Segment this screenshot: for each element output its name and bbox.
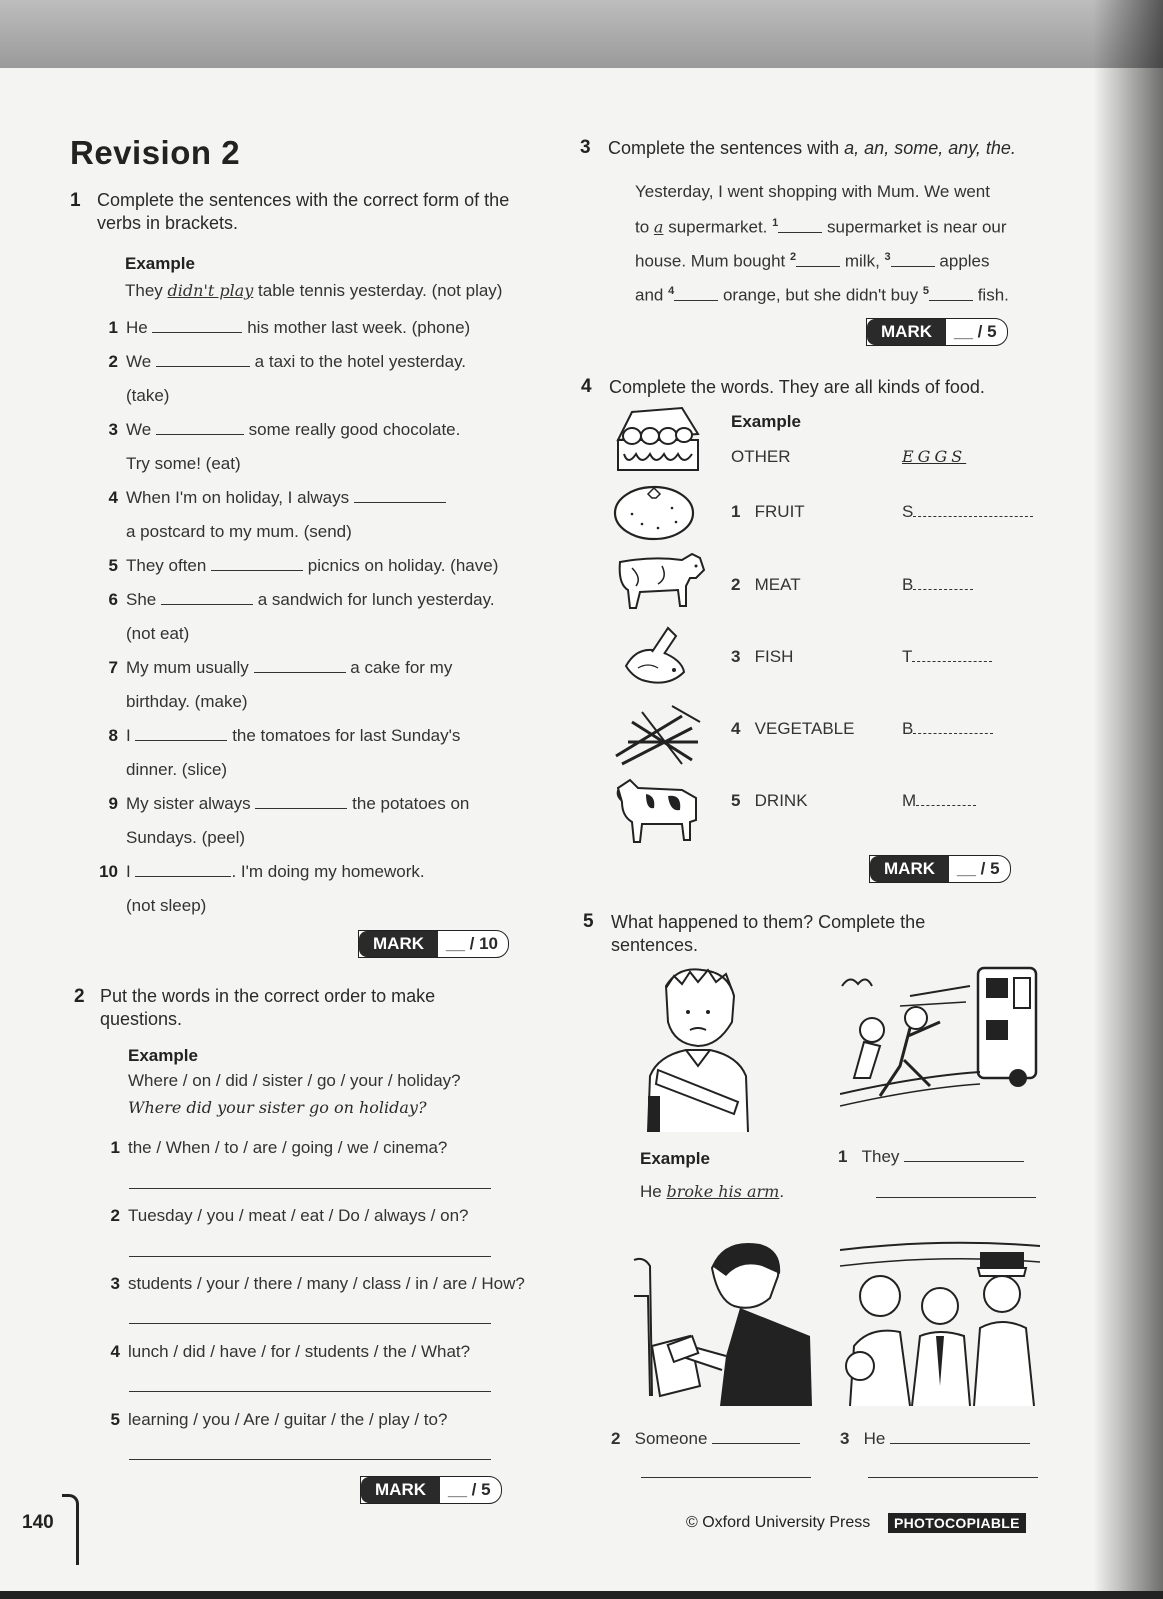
item-number: 3 [731, 647, 741, 666]
answer-blank[interactable] [156, 420, 244, 435]
beans-picture [612, 702, 704, 768]
item-text-a: My sister always [126, 794, 251, 813]
dairy-cow-picture [612, 776, 702, 846]
ex2-item-4 [92, 1342, 470, 1362]
cow-picture [612, 548, 708, 614]
answer-blank[interactable] [890, 1429, 1030, 1444]
item-number: 7 [108, 658, 118, 677]
answer-blank[interactable] [916, 791, 976, 806]
ex5-item-1 [838, 1147, 1024, 1167]
example-end: . [779, 1182, 785, 1201]
ex4-word-2 [902, 575, 973, 595]
exercise-2-example-label: Example [128, 1046, 198, 1065]
ex2-answer-line-5[interactable] [129, 1459, 491, 1460]
item-text-b: . I'm doing my homework. [231, 862, 425, 881]
ex2-item-3 [92, 1274, 525, 1294]
ex1-mark-box [358, 930, 509, 958]
mark-label: MARK [359, 931, 438, 957]
ex1-item-2-cont: (take) [126, 386, 170, 405]
exercise-1-example [125, 281, 502, 301]
page-bracket [62, 1494, 79, 1565]
text: fish. [977, 285, 1009, 305]
answer-blank[interactable] [891, 252, 935, 267]
ex1-item-9 [90, 794, 469, 814]
item-number: 1 [838, 1147, 848, 1166]
item-prompt: the / When / to / are / going / we / cinema? [128, 1138, 448, 1157]
ex1-item-7 [90, 658, 452, 678]
exercise-2-instruction: Put the words in the correct order to make questions. [100, 986, 436, 1029]
exercise-1-example-label: Example [125, 254, 195, 273]
mark-label: MARK [361, 1477, 440, 1503]
ex2-answer-line-1[interactable] [129, 1188, 491, 1189]
exercise-2-number: 2 [74, 986, 85, 1007]
ex3-line-3 [635, 251, 990, 272]
running-for-bus-picture [840, 966, 1040, 1136]
mark-score[interactable]: __ / 5 [954, 322, 997, 341]
text: supermarket. [668, 217, 768, 237]
ex2-mark-box [360, 1476, 502, 1504]
item-text-a: She [126, 590, 157, 609]
text: supermarket is near our [827, 217, 1007, 237]
answer-blank[interactable] [135, 726, 227, 741]
ex1-item-10 [90, 862, 425, 882]
text: apples [939, 251, 990, 271]
example-answer: a [653, 217, 664, 237]
answer-blank[interactable] [913, 502, 1033, 517]
mark-score[interactable]: __ / 5 [957, 859, 1000, 878]
eggs-picture [612, 404, 704, 476]
ex3-line-1: Yesterday, I went shopping with Mum. We went [635, 182, 990, 201]
ex4-item-4 [731, 719, 854, 739]
word-start: B [902, 719, 914, 738]
example-suffix: table tennis yesterday. (not play) [258, 281, 503, 300]
item-text-a: I [126, 726, 131, 745]
exercise-3-number: 3 [580, 137, 591, 158]
answer-blank[interactable] [904, 1147, 1024, 1162]
exercise-2-example-prompt: Where / on / did / sister / go / your / holiday? [128, 1071, 461, 1090]
item-prompt: lunch / did / have / for / students / the / What? [128, 1342, 471, 1361]
item-text-b: a sandwich for lunch yesterday. [257, 590, 495, 609]
ex4-word-1 [902, 502, 1033, 522]
item-number: 5 [108, 556, 118, 575]
ex3-line-4 [635, 285, 1009, 306]
text: house. Mum bought [635, 251, 786, 271]
ex5-answer-line-2b[interactable] [641, 1477, 811, 1478]
blank-number: 1 [772, 217, 779, 229]
page-title: Revision 2 [70, 134, 241, 171]
item-subject: They [861, 1147, 900, 1166]
mark-score[interactable]: __ / 10 [446, 934, 498, 953]
item-number: 2 [108, 352, 118, 371]
text: to [635, 217, 650, 237]
item-text-a: My mum usually [126, 658, 249, 677]
item-number: 1 [110, 1138, 120, 1157]
item-number: 4 [110, 1342, 120, 1361]
item-text-a: They often [126, 556, 207, 575]
ex1-item-3-cont: Try some! (eat) [126, 454, 241, 473]
item-text-a: When I'm on holiday, I always [126, 488, 350, 507]
text: orange, but she didn't buy [722, 285, 919, 305]
ex1-item-3 [90, 420, 460, 440]
copyright-notice: © Oxford University Press [686, 1514, 871, 1531]
item-text-b: the potatoes on [352, 794, 470, 813]
answer-blank[interactable] [712, 1429, 800, 1444]
ex2-answer-line-2[interactable] [129, 1256, 491, 1257]
exercise-1-instruction: Complete the sentences with the correct form of the verbs in brackets. [97, 190, 510, 233]
item-number: 5 [731, 791, 741, 810]
crowded-bus-picture [840, 1236, 1040, 1406]
item-number: 9 [108, 794, 118, 813]
blank-number: 2 [790, 251, 797, 263]
example-prefix: He [640, 1182, 662, 1201]
fish-picture [618, 622, 690, 694]
item-prompt: students / your / there / many / class / in / are / How? [128, 1274, 525, 1293]
scan-spine-shadow [1093, 0, 1163, 1599]
example-word: EGGS [902, 447, 967, 466]
exercise-4-number: 4 [581, 376, 592, 397]
item-category: VEGETABLE [754, 719, 855, 738]
exercise-4-example-label: Example [731, 412, 801, 431]
item-number: 1 [108, 318, 118, 337]
exercise-5-example-label: Example [640, 1149, 710, 1168]
orange-picture [612, 484, 696, 542]
word-start: B [902, 575, 914, 594]
word-start: S [902, 502, 914, 521]
blank-number: 4 [668, 285, 675, 297]
item-text-b: a taxi to the hotel yesterday. [254, 352, 467, 371]
scan-bottom-edge [0, 1591, 1163, 1599]
exercise-5-example [640, 1182, 784, 1202]
item-number: 2 [611, 1429, 621, 1448]
item-number: 2 [110, 1206, 120, 1225]
ex2-item-2 [92, 1206, 468, 1226]
ex4-word-3 [902, 647, 992, 667]
exercise-5-number: 5 [583, 911, 594, 932]
item-number: 4 [108, 488, 118, 507]
ex1-item-2 [90, 352, 466, 372]
answer-blank[interactable] [796, 252, 840, 267]
ex4-word-4 [902, 719, 993, 739]
item-text-b: the tomatoes for last Sunday's [232, 726, 461, 745]
answer-blank[interactable] [255, 794, 347, 809]
item-number: 3 [840, 1429, 850, 1448]
item-number: 10 [99, 862, 118, 881]
text: milk, [844, 251, 880, 271]
ex1-item-4-cont: a postcard to my mum. (send) [126, 522, 352, 541]
answer-blank[interactable] [929, 286, 973, 301]
item-prompt: Tuesday / you / meat / eat / Do / always / on? [128, 1206, 469, 1225]
ex5-answer-line-3b[interactable] [868, 1477, 1038, 1478]
blank-number: 3 [884, 251, 891, 263]
instruction-words: a, an, some, any, the. [844, 138, 1016, 158]
item-number: 5 [110, 1410, 120, 1429]
example-answer: broke his arm [666, 1182, 780, 1201]
ex2-answer-line-3[interactable] [129, 1323, 491, 1324]
item-number: 8 [108, 726, 118, 745]
answer-blank[interactable] [913, 719, 993, 734]
blank-number: 5 [922, 285, 929, 297]
exercise-5-instruction: What happened to them? Complete the sentences. [611, 912, 926, 955]
example-prefix: They [125, 281, 163, 300]
item-category: DRINK [754, 791, 808, 810]
answer-blank[interactable] [674, 286, 718, 301]
answer-blank[interactable] [354, 488, 446, 503]
example-answer: didn't play [167, 281, 254, 300]
ex4-item-2 [731, 575, 801, 595]
ex1-item-8-cont: dinner. (slice) [126, 760, 228, 779]
example-category: OTHER [731, 447, 791, 466]
ex4-item-3 [731, 647, 793, 667]
exercise-3-instruction [608, 137, 1016, 160]
item-text-b: picnics on holiday. (have) [307, 556, 499, 575]
ex5-item-2 [611, 1429, 800, 1449]
exercise-1-number: 1 [70, 190, 81, 211]
answer-blank[interactable] [912, 647, 992, 662]
word-start: M [902, 791, 917, 810]
mark-score[interactable]: __ / 5 [448, 1480, 491, 1499]
page-number: 140 [22, 1512, 54, 1533]
answer-blank[interactable] [135, 862, 231, 877]
pickpocket-picture [630, 1236, 816, 1406]
ex2-item-1 [92, 1138, 447, 1158]
item-text-a: He [126, 318, 148, 337]
item-number: 4 [731, 719, 741, 738]
ex1-item-7-cont: birthday. (make) [126, 692, 248, 711]
item-subject: He [863, 1429, 886, 1448]
ex4-mark-box [869, 855, 1011, 883]
answer-blank[interactable] [254, 658, 346, 673]
mark-label: MARK [867, 319, 946, 345]
ex4-word-5 [902, 791, 976, 811]
item-number: 6 [108, 590, 118, 609]
item-category: FISH [754, 647, 794, 666]
item-number: 3 [108, 420, 118, 439]
answer-blank[interactable] [211, 556, 303, 571]
ex3-mark-box [866, 318, 1008, 346]
exercise-4-instruction: Complete the words. They are all kinds of food. [609, 377, 985, 397]
ex4-item-1 [731, 502, 805, 522]
exercise-2-example-answer: Where did your sister go on holiday? [128, 1098, 427, 1117]
item-number: 1 [731, 502, 741, 521]
ex1-item-5 [90, 556, 498, 576]
ex1-item-9-cont: Sundays. (peel) [126, 828, 246, 847]
item-number: 3 [110, 1274, 120, 1293]
item-subject: Someone [634, 1429, 708, 1448]
ex1-item-6 [90, 590, 495, 610]
ex5-answer-line-1b[interactable] [876, 1197, 1036, 1198]
item-text-b: his mother last week. (phone) [247, 318, 471, 337]
photocopiable-badge: PHOTOCOPIABLE [888, 1513, 1026, 1533]
ex3-line-2 [635, 217, 1007, 238]
answer-blank[interactable] [161, 590, 253, 605]
item-category: FRUIT [754, 502, 805, 521]
item-category: MEAT [754, 575, 801, 594]
answer-blank[interactable] [778, 218, 822, 233]
ex1-item-6-cont: (not eat) [126, 624, 190, 643]
answer-blank[interactable] [913, 575, 973, 590]
item-number: 2 [731, 575, 741, 594]
ex4-item-5 [731, 791, 808, 811]
item-text-a: We [126, 352, 152, 371]
item-prompt: learning / you / Are / guitar / the / play / to? [128, 1410, 448, 1429]
scan-top-edge [0, 0, 1163, 68]
word-start: T [902, 647, 913, 666]
ex1-item-10-cont: (not sleep) [126, 896, 207, 915]
ex1-item-1 [90, 318, 470, 338]
ex1-item-4 [90, 488, 446, 508]
answer-blank[interactable] [156, 352, 250, 367]
item-text-b: some really good chocolate. [248, 420, 461, 439]
boy-broken-arm-picture [638, 966, 758, 1136]
ex2-item-5 [92, 1410, 447, 1430]
item-text-b: a cake for my [350, 658, 453, 677]
ex5-item-3 [840, 1429, 1030, 1449]
ex1-item-8 [90, 726, 460, 746]
item-text-a: We [126, 420, 152, 439]
mark-label: MARK [870, 856, 949, 882]
answer-blank[interactable] [152, 318, 242, 333]
instruction-text: Complete the sentences with [608, 138, 840, 158]
ex2-answer-line-4[interactable] [129, 1391, 491, 1392]
item-text-a: I [126, 862, 131, 881]
text: and [635, 285, 664, 305]
